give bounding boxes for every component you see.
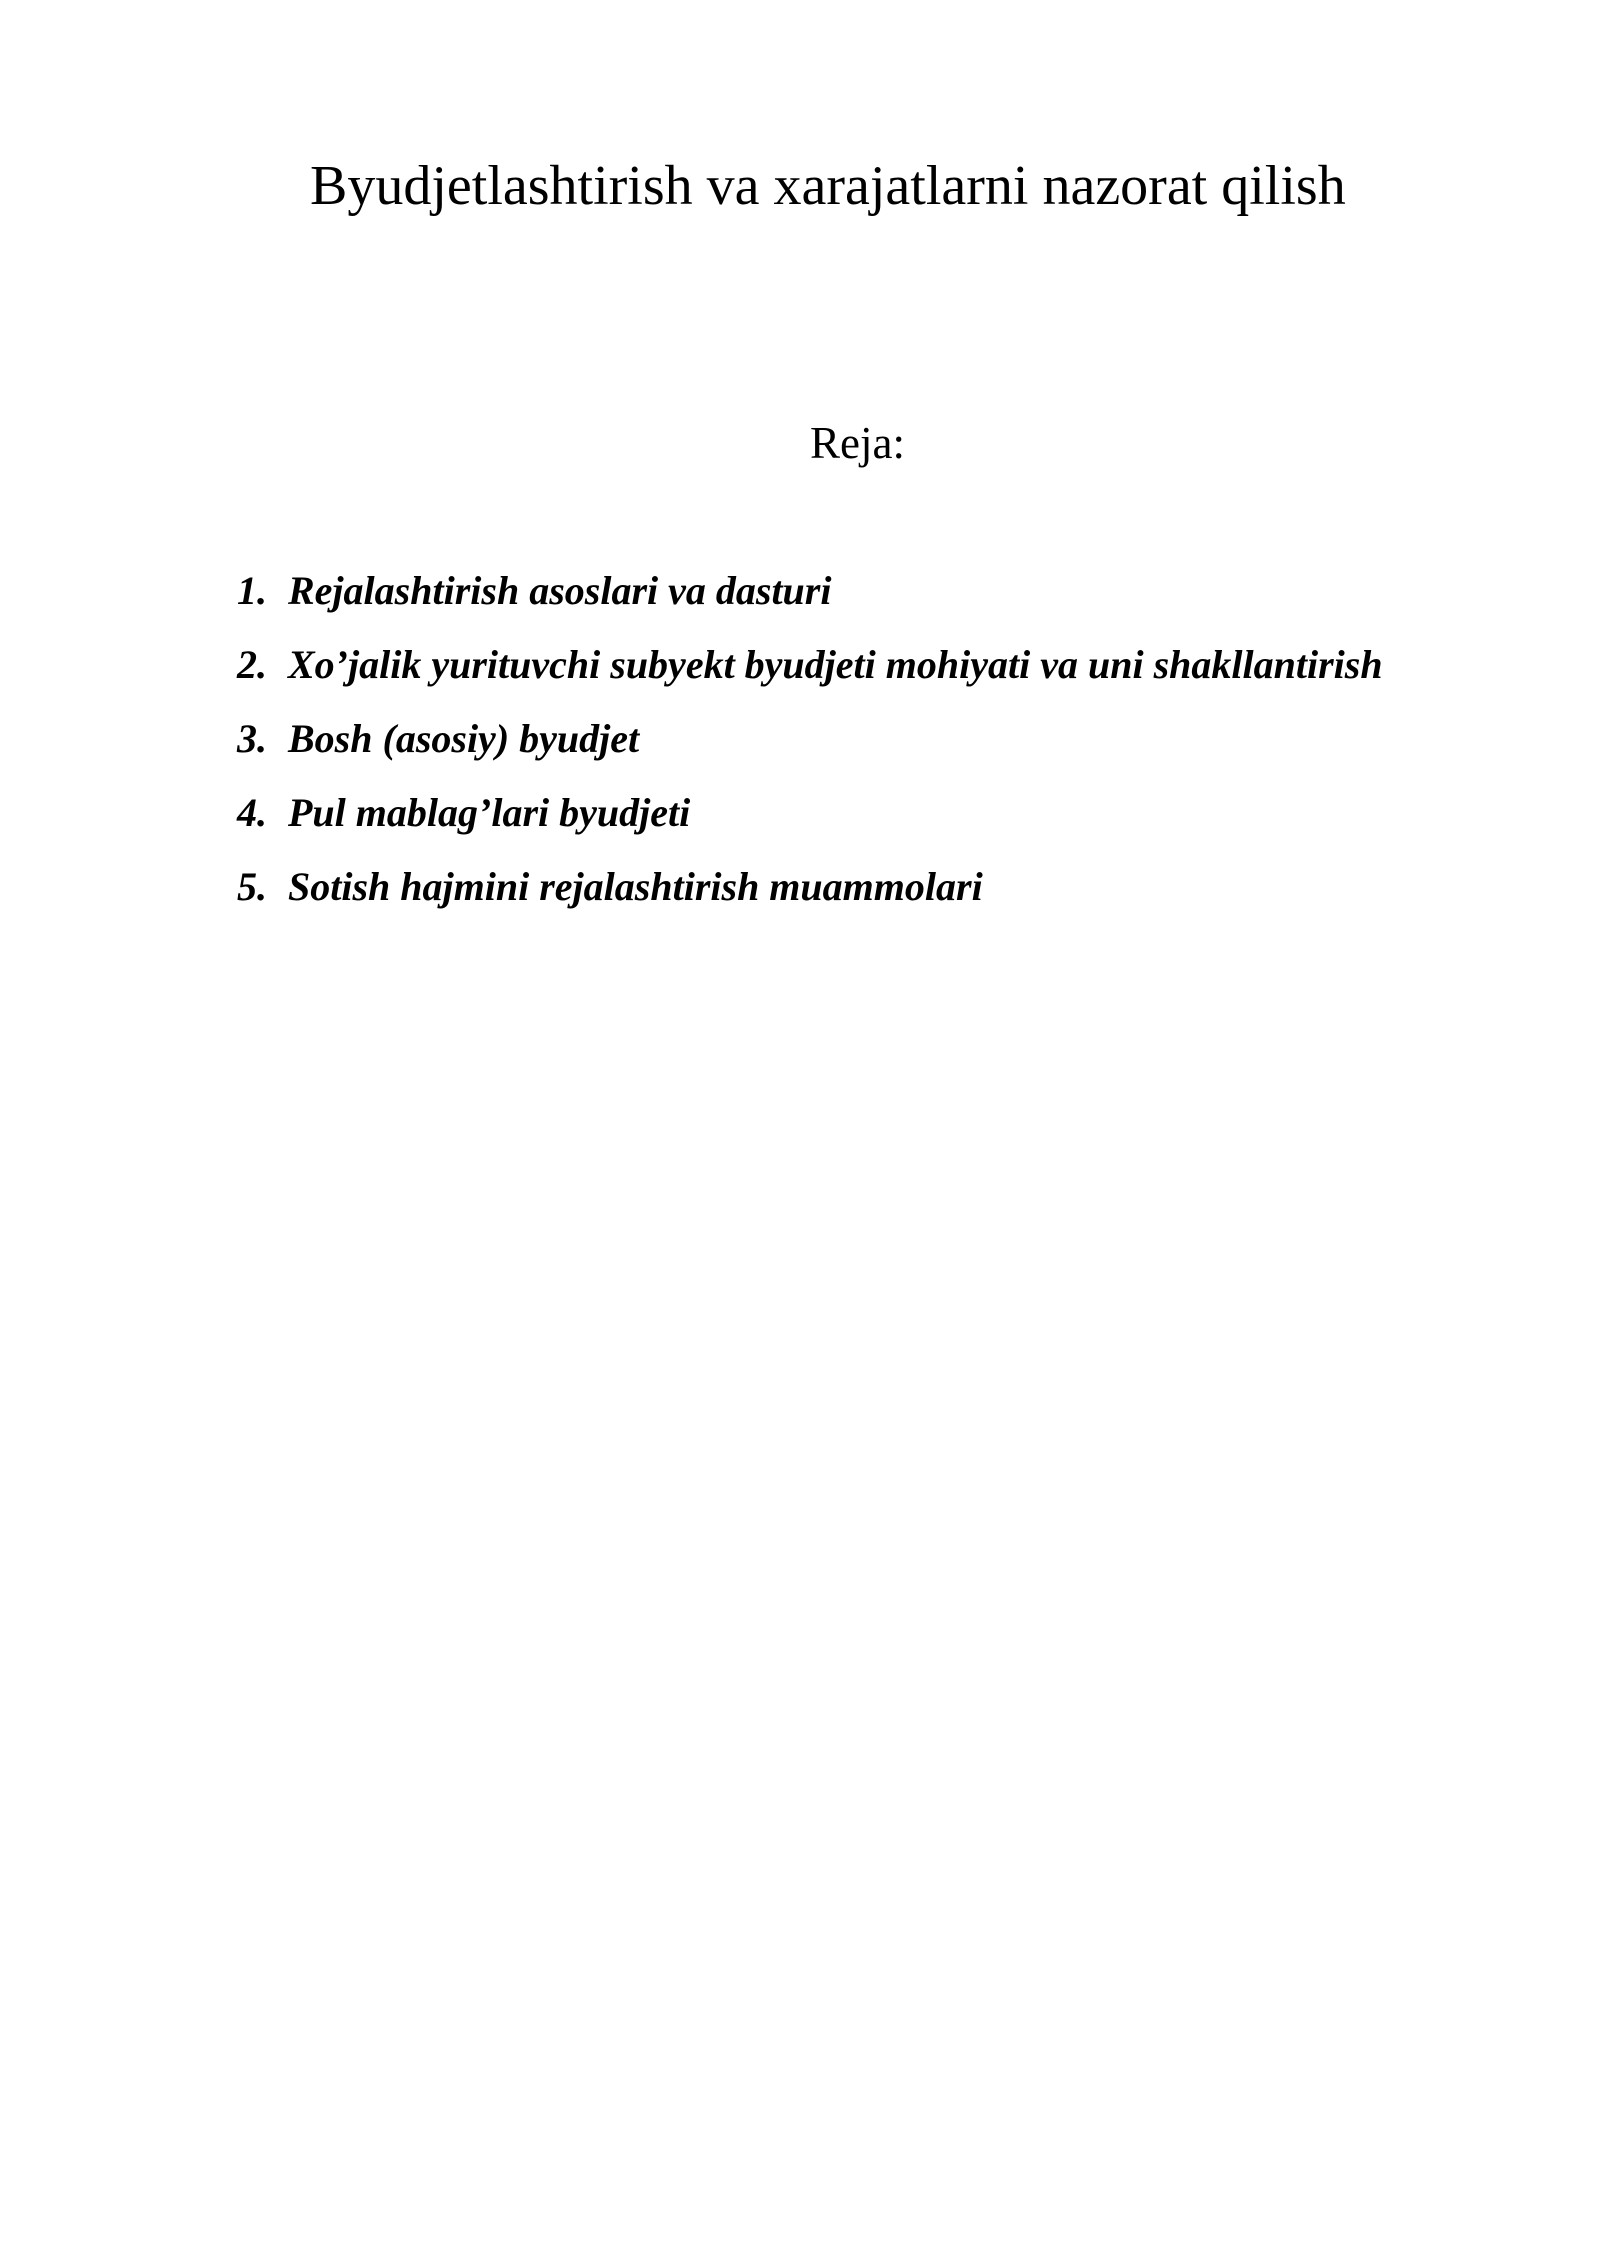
plan-list — [237, 560, 1383, 930]
plan-item-text: Rejalashtirish asoslari va dasturi — [288, 568, 832, 613]
plan-item-number: 2. — [237, 642, 267, 687]
plan-item — [237, 782, 1383, 856]
plan-item-text: Pul mablag’lari byudjeti — [288, 790, 691, 835]
plan-item-number: 3. — [237, 716, 267, 761]
plan-item-text: Bosh (asosiy) byudjet — [288, 716, 640, 761]
plan-item — [237, 634, 1383, 708]
plan-item-number: 4. — [237, 790, 267, 835]
plan-item-number: 1. — [237, 568, 267, 613]
plan-item — [237, 856, 1383, 930]
page-title: Byudjetlashtirish va xarajatlarni nazorat qilish — [310, 155, 1346, 217]
plan-item — [237, 708, 1383, 782]
plan-heading: Reja: — [810, 418, 905, 468]
plan-item-text: Sotish hajmini rejalashtirish muammolari — [288, 864, 983, 909]
plan-item — [237, 560, 1383, 634]
plan-item-number: 5. — [237, 864, 267, 909]
plan-item-text: Xo’jalik yurituvchi subyekt byudjeti mohiyati va uni shakllantirish — [288, 642, 1383, 687]
